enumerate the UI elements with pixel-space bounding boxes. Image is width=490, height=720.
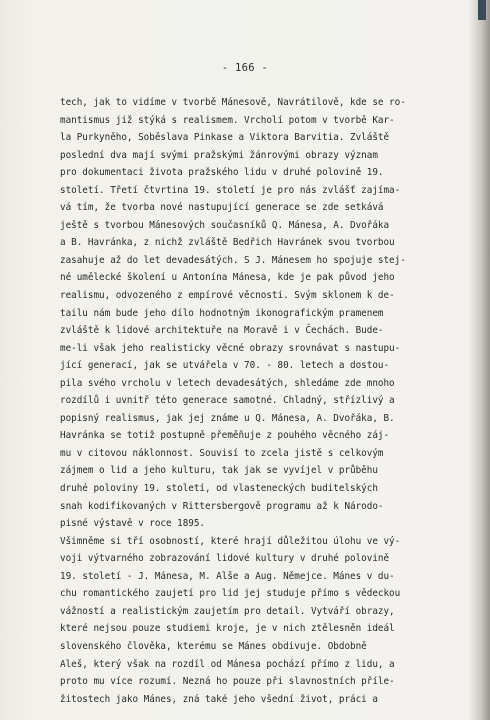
page-number: - 166 - bbox=[221, 62, 269, 74]
page-edge-shadow bbox=[468, 0, 490, 720]
text-line: pisné výstavě v roce 1895. bbox=[60, 518, 206, 530]
text-line: slovenského člověka, kterému se Mánes obdivuje. Obdobně bbox=[60, 640, 367, 652]
text-line: me-li však jeho realisticky věcné obrazy srovnávat s nastupu- bbox=[60, 342, 401, 354]
text-line: století. Třetí čtvrtina 19. století je pro nás zvlášť zajíma- bbox=[60, 184, 401, 196]
text-line: realismu, odvozeného z empírové věcnosti. Svým sklonem k de- bbox=[60, 290, 395, 302]
text-line: a B. Havránka, z nichž zvláště Bedřich Havránek svou tvorbou bbox=[60, 237, 395, 249]
text-line: voji výtvarného zobrazování lidové kultury v druhé polovině bbox=[60, 553, 390, 565]
body-text bbox=[60, 94, 432, 708]
text-line: rozdílů i uvnitř této generace samotné. Chladný, střízlivý a bbox=[60, 395, 395, 407]
text-line: chu romantického zaujetí pro lid jej studuje přímo s vědeckou bbox=[60, 588, 401, 600]
text-line: které nejsou pouze studiemi kroje, je v nich ztělesněn ideál bbox=[60, 623, 395, 635]
text-line: jící generací, jak se utvářela v 70. - 80. letech a dostou- bbox=[60, 360, 390, 372]
text-line: proto mu více rozumí. Nezná ho pouze při slavnostních příle- bbox=[60, 676, 395, 688]
text-line: mantismus již stýká s realismem. Vrcholí potom v tvorbě Kar- bbox=[60, 114, 395, 126]
text-line: ještě s tvorbou Mánesových současníků Q. Mánesa, A. Dvořáka bbox=[60, 219, 390, 231]
text-line: zvláště k lidové architektuře na Moravě i v Čechách. Bude- bbox=[60, 325, 384, 337]
text-line: né umělecké školení u Antonína Mánesa, kde je pak původ jeho bbox=[60, 272, 395, 284]
binding-tab bbox=[478, 0, 486, 20]
text-line: mu v citovou náklonnost. Souvisí to zcela jistě s celkovým bbox=[60, 447, 384, 459]
text-line: vá tím, že tvorba nové nastupující generace se zde setkává bbox=[60, 202, 384, 214]
text-line: 19. století - J. Mánesa, M. Alše a Aug. Němejce. Mánes v du- bbox=[60, 570, 395, 582]
text-line: la Purkyněho, Soběslava Pinkase a Viktora Barvitia. Zvláště bbox=[60, 132, 390, 144]
text-line: druhé poloviny 19. století, od vlasteneckých buditelských bbox=[60, 483, 378, 495]
text-line: Aleš, který však na rozdíl od Mánesa pochází přímo z lidu, a bbox=[60, 658, 395, 670]
text-line: zájmem o lid a jeho kulturu, tak jak se vyvíjel v průběhu bbox=[60, 465, 378, 477]
text-line: zasahuje až do let devadesátých. S J. Mánesem ho spojuje stej- bbox=[60, 254, 406, 266]
text-line: tech, jak to vidíme v tvorbě Mánesově, Navrátilově, kde se ro- bbox=[60, 97, 406, 108]
text-line: popisný realismus, jak jej známe u Q. Mánesa, A. Dvořáka, B. bbox=[60, 412, 395, 424]
text-line: pila svého vrcholu v letech devadesátých, shledáme zde mnoho bbox=[60, 377, 395, 389]
text-line: poslední dva mají svými pražskými žánrovými obrazy význam bbox=[60, 149, 378, 161]
text-line: pro dokumentaci života pražského lidu v druhé polovině 19. bbox=[60, 167, 384, 179]
text-line: žitostech jako Mánes, zná také jeho všední život, práci a bbox=[60, 693, 378, 705]
text-line: vážností a realistickým zaujetím pro detail. Vytváří obrazy, bbox=[60, 605, 395, 617]
text-line: Všimněme si tří osobností, které hrají důležitou úlohu ve vý- bbox=[60, 535, 401, 547]
text-line: snah kodifikovaných v Rittersbergově programu až k Národo- bbox=[60, 500, 384, 512]
text-line: Havránka se totiž postupně přeměňuje z pouhého věcného záj- bbox=[60, 430, 390, 442]
text-line: tailu nám bude jeho dílo hodnotným ikonografickým pramenem bbox=[60, 307, 384, 319]
